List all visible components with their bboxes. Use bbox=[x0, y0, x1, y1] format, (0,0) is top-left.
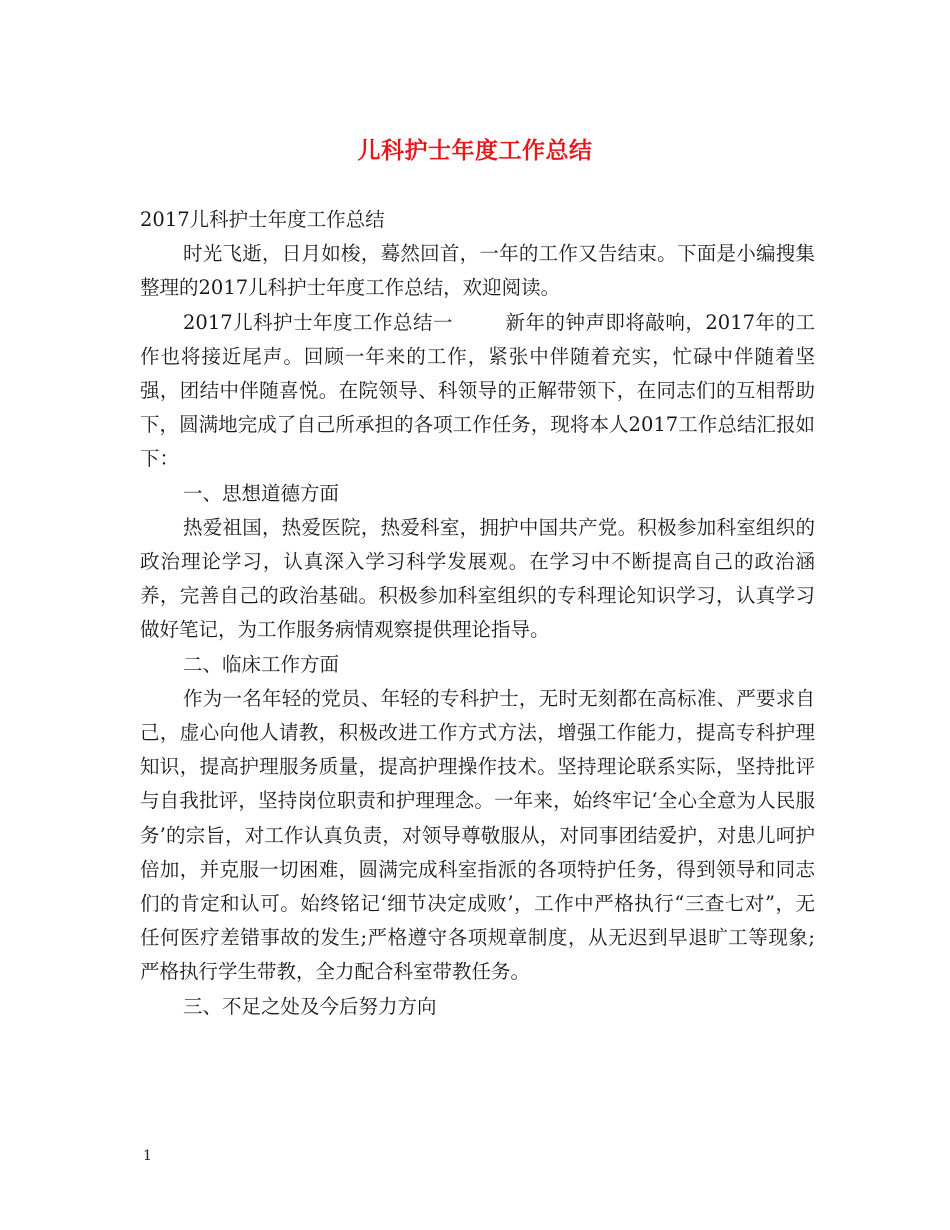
heading-ideology: 一、思想道德方面 bbox=[183, 481, 340, 505]
section-body: 新年的钟声即将敲响，2017年的工作也将接近尾声。回顾一年来的工作，紧张中伴随着充实，忙碌中伴随着坚强，团结中伴随喜悦。在院领导、科领导的正解带领下，在同志们的互相帮助下，圆满地完成了自己所承担的各项工作任务，现将本人2017工作总结汇报如下： bbox=[140, 310, 815, 471]
heading-shortcomings: 三、不足之处及今后努力方向 bbox=[183, 994, 437, 1018]
clinical-paragraph: 作为一名年轻的党员、年轻的专科护士，无时无刻都在高标准、严要求自己，虚心向他人请教，积极改进工作方式方法，增强工作能力，提高专科护理知识，提高护理服务质量，提高护理操作技术。坚持理论联系实际，坚持批评与自我批评，坚持岗位职责和护理理念。一年来，始终牢记‘全心全意为人民服务’的宗旨，对工作认真负责，对领导尊敬服从，对同事团结爱护，对患儿呵护倍加，并克服一切困难，圆满完成科室指派的各项特护任务，得到领导和同志们的肯定和认可。始终铭记‘细节决定成败’，工作中严格执行“三查七对”，无任何医疗差错事故的发生;严格遵守各项规章制度，从无迟到早退旷工等现象;严格执行学生带教，全力配合科室带教任务。 bbox=[140, 686, 815, 984]
page-number: 1 bbox=[143, 1148, 152, 1164]
intro-paragraph: 时光飞逝，日月如梭，蓦然回首，一年的工作又告结束。下面是小编搜集整理的2017儿科护士年度工作总结，欢迎阅读。 bbox=[140, 242, 815, 300]
heading-clinical: 二、临床工作方面 bbox=[183, 652, 340, 676]
section-paragraph bbox=[140, 306, 815, 477]
ideology-paragraph: 热爱祖国，热爱医院，热爱科室，拥护中国共产党。积极参加科室组织的政治理论学习，认真深入学习科学发展观。在学习中不断提高自己的政治涵养，完善自己的政治基础。积极参加科室组织的专科理论知识学习，认真学习做好笔记，为工作服务病情观察提供理论指导。 bbox=[140, 515, 815, 642]
document-title: 儿科护士年度工作总结 bbox=[357, 138, 593, 164]
document-subtitle: 2017儿科护士年度工作总结 bbox=[140, 208, 385, 231]
document-body bbox=[140, 203, 815, 1024]
section-title: 2017儿科护士年度工作总结一 bbox=[183, 310, 453, 334]
